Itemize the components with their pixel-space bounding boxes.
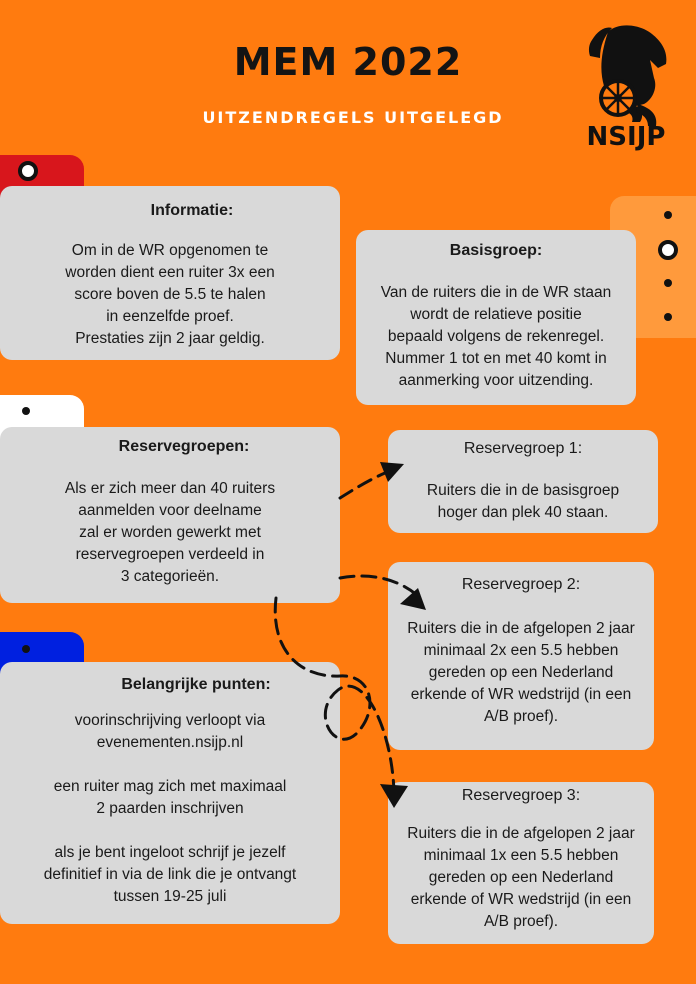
reservegroepen-line: Als er zich meer dan 40 ruiters [64, 480, 276, 497]
reservegroepen-line: reservegroepen verdeeld in [75, 546, 265, 563]
dot-icon [22, 407, 30, 415]
belangrijk-line: evenementen.nsijp.nl [96, 734, 244, 751]
logo-text: NSIJP [586, 122, 666, 152]
belangrijk-line: definitief in via de link die je ontvangt [43, 866, 297, 883]
page-title: MEM 2022 [233, 40, 463, 84]
reservegroep-2-card [388, 562, 654, 750]
informatie-line: score boven de 5.5 te halen [74, 286, 266, 303]
belangrijk-card [0, 662, 340, 924]
reservegroep-2-heading: Reservegroep 2: [461, 576, 581, 593]
reservegroep-3-line: minimaal 1x een 5.5 hebben [423, 847, 619, 864]
reservegroep-1-card [388, 430, 658, 533]
belangrijk-heading: Belangrijke punten: [121, 676, 271, 693]
reservegroepen-card [0, 427, 340, 603]
informatie-line: worden dient een ruiter 3x een [65, 264, 275, 281]
reservegroep-3-card [388, 782, 654, 944]
belangrijk-line: 2 paarden inschrijven [96, 800, 244, 817]
reservegroep-1-line: Ruiters die in de basisgroep [426, 482, 620, 499]
informatie-heading: Informatie: [150, 202, 234, 219]
basisgroep-line: Van de ruiters die in de WR staan [380, 284, 612, 301]
dot-icon [664, 211, 672, 219]
basisgroep-card [356, 230, 636, 405]
reservegroep-2-line: Ruiters die in de afgelopen 2 jaar [407, 620, 635, 637]
basisgroep-line: Nummer 1 tot en met 40 komt in [385, 350, 607, 367]
reservegroep-1-heading: Reservegroep 1: [463, 440, 583, 457]
informatie-card [0, 186, 340, 360]
dot-icon [664, 313, 672, 321]
reservegroep-2-line: A/B proef). [483, 708, 559, 725]
reservegroep-1-line: hoger dan plek 40 staan. [437, 504, 609, 521]
arrow-to-reservegroep-1 [340, 470, 392, 498]
basisgroep-line: aanmerking voor uitzending. [398, 372, 594, 389]
dot-icon [22, 645, 30, 653]
basisgroep-line: wordt de relatieve positie [410, 306, 582, 323]
reservegroep-2-line: gereden op een Nederland [428, 664, 614, 681]
page-subtitle: UITZENDREGELS UITGELEGD [202, 108, 504, 127]
reservegroep-3-line: A/B proef). [483, 913, 559, 930]
reservegroep-2-line: erkende of WR wedstrijd (in een [410, 686, 632, 703]
ring-icon [658, 240, 678, 260]
basisgroep-line: bepaald volgens de rekenregel. [387, 328, 605, 345]
reservegroep-3-line: Ruiters die in de afgelopen 2 jaar [407, 825, 635, 842]
informatie-line: Om in de WR opgenomen te [71, 242, 269, 259]
reservegroepen-line: 3 categorieën. [120, 568, 220, 585]
dot-icon [664, 279, 672, 287]
belangrijk-line: voorinschrijving verloopt via [74, 712, 266, 729]
basisgroep-heading: Basisgroep: [449, 242, 543, 259]
reservegroep-3-line: erkende of WR wedstrijd (in een [410, 891, 632, 908]
belangrijk-line: tussen 19-25 juli [113, 888, 227, 905]
reservegroepen-line: zal er worden gewerkt met [79, 524, 261, 541]
reservegroepen-line: aanmelden voor deelname [78, 502, 262, 519]
informatie-line: Prestaties zijn 2 jaar geldig. [75, 330, 265, 347]
reservegroepen-heading: Reservegroepen: [118, 438, 250, 455]
informatie-line: in eenzelfde proef. [106, 308, 234, 325]
reservegroep-2-line: minimaal 2x een 5.5 hebben [423, 642, 619, 659]
ring-icon [18, 161, 38, 181]
belangrijk-line: een ruiter mag zich met maximaal [53, 778, 287, 795]
belangrijk-line: als je bent ingeloot schrijf je jezelf [54, 844, 286, 861]
reservegroep-3-line: gereden op een Nederland [428, 869, 614, 886]
reservegroep-3-heading: Reservegroep 3: [461, 787, 581, 804]
